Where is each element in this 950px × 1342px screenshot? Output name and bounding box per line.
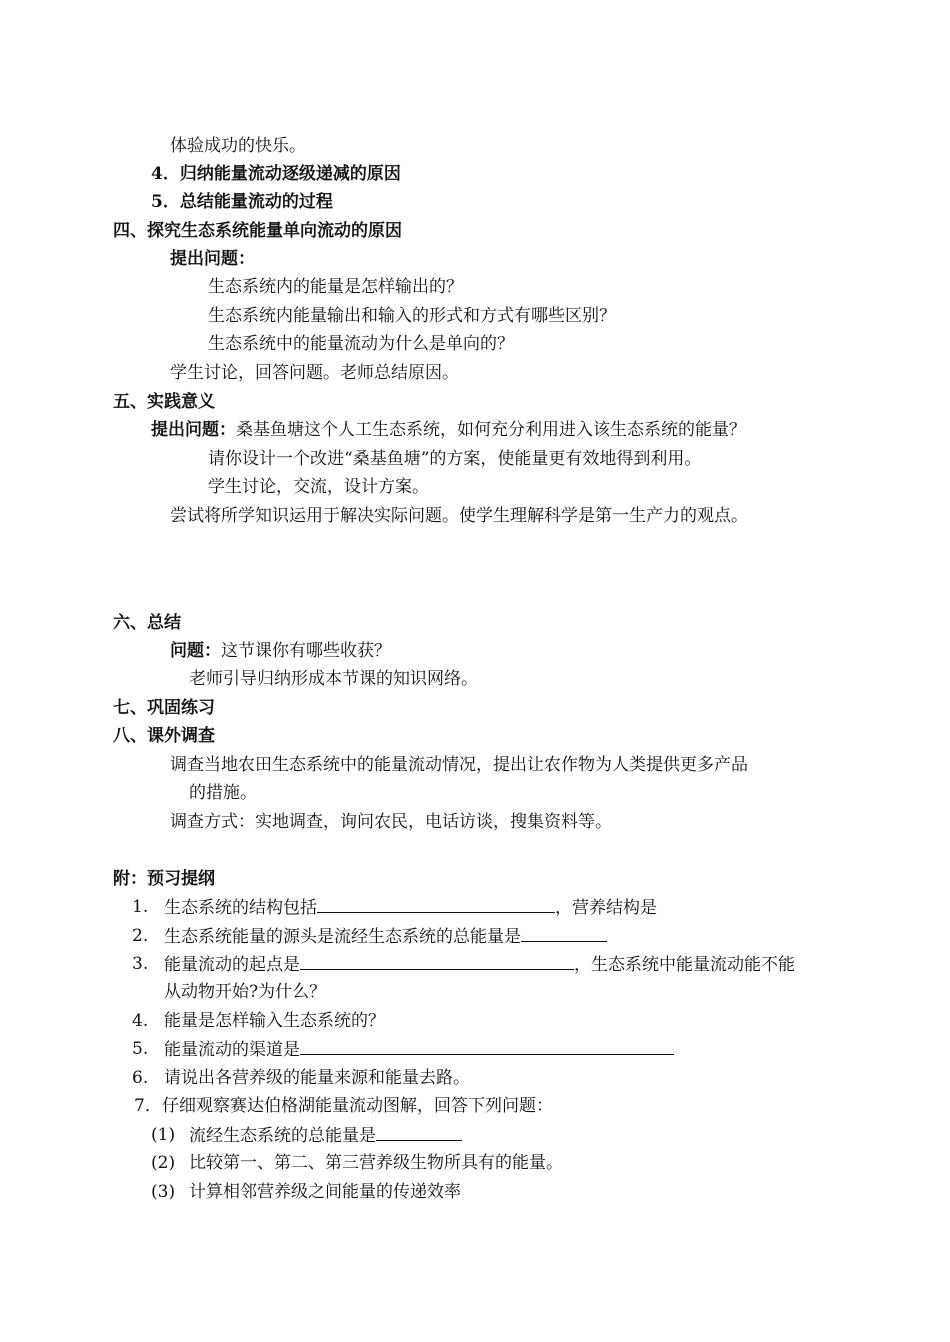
- sub-item: 比较第一、第二、第三营养级生物所具有的能量。: [189, 1153, 563, 1173]
- sub-item-number: (1): [151, 1125, 176, 1145]
- list-item: 5．总结能量流动的过程: [151, 192, 333, 212]
- outline-item-continued: 从动物开始?为什么？: [164, 982, 327, 1002]
- section-heading: 八、课外调查: [113, 726, 215, 746]
- outline-item-number: 2.: [132, 926, 149, 946]
- question-label: 提出问题：: [151, 420, 236, 440]
- list-item: 4．归纳能量流动逐级递减的原因: [151, 164, 401, 184]
- body-text: 调查方式：实地调查，询问农民，电话访谈，搜集资料等。: [170, 812, 612, 832]
- body-text: 学生讨论，回答问题。老师总结原因。: [170, 363, 459, 383]
- body-text: 体验成功的快乐。: [170, 136, 306, 156]
- question-label: 提出问题：: [170, 249, 255, 269]
- question-text: 这节课你有哪些收获？: [221, 641, 391, 661]
- outline-item-number: 4.: [132, 1011, 149, 1031]
- outline-item-number: 6.: [132, 1068, 149, 1088]
- outline-item-number: 3.: [132, 954, 149, 974]
- question-line: [170, 639, 391, 663]
- outline-item: 仔细观察赛达伯格湖能量流动图解，回答下列问题：: [162, 1096, 553, 1116]
- answer-blank: [317, 895, 555, 913]
- body-text: 尝试将所学知识运用于解决实际问题。使学生理解科学是第一生产力的观点。: [170, 506, 748, 526]
- outline-item: 能量流动的渠道是: [164, 1037, 674, 1062]
- body-text: 的措施。: [189, 783, 257, 803]
- answer-blank: [376, 1123, 462, 1141]
- outline-item: 能量流动的起点是 ，生态系统中能量流动能不能: [164, 952, 795, 977]
- question-text: 生态系统内能量输出和输入的形式和方式有哪些区别？: [208, 306, 616, 326]
- outline-item: 请说出各营养级的能量来源和能量去路。: [164, 1068, 470, 1088]
- question-label: 问题：: [170, 641, 221, 661]
- outline-item: 生态系统能量的源头是流经生态系统的总能量是: [164, 924, 607, 949]
- outline-item-number: 7．: [134, 1096, 162, 1116]
- section-heading: 七、巩固练习: [113, 698, 215, 718]
- section-heading: 六、总结: [113, 613, 181, 633]
- outline-item: 能量是怎样输入生态系统的？: [164, 1011, 385, 1031]
- appendix-heading: 附：预习提纲: [113, 869, 215, 889]
- answer-blank: [521, 924, 607, 942]
- answer-blank: [300, 1037, 674, 1055]
- answer-blank: [300, 952, 574, 970]
- body-text: 老师引导归纳形成本节课的知识网络。: [189, 669, 478, 689]
- sub-item: 流经生态系统的总能量是: [189, 1123, 462, 1148]
- question-text: 生态系统内的能量是怎样输出的？: [208, 277, 463, 297]
- outline-item: 生态系统的结构包括 ，营养结构是: [164, 895, 657, 920]
- body-text: 学生讨论，交流，设计方案。: [208, 477, 429, 497]
- section-heading: 四、探究生态系统能量单向流动的原因: [113, 221, 402, 241]
- question-line: [151, 418, 746, 442]
- question-text: 生态系统中的能量流动为什么是单向的？: [208, 334, 514, 354]
- outline-item-number: 5.: [132, 1039, 149, 1059]
- sub-item: 计算相邻营养级之间能量的传递效率: [189, 1182, 461, 1202]
- section-heading: 五、实践意义: [113, 392, 215, 412]
- question-text: 桑基鱼塘这个人工生态系统，如何充分利用进入该生态系统的能量？: [236, 420, 746, 440]
- body-text: 调查当地农田生态系统中的能量流动情况，提出让农作物为人类提供更多产品: [170, 755, 748, 775]
- sub-item-number: (2): [151, 1153, 176, 1173]
- sub-item-number: (3): [151, 1182, 176, 1202]
- outline-item-number: 1.: [132, 897, 149, 917]
- body-text: 请你设计一个改进“桑基鱼塘”的方案，使能量更有效地得到利用。: [208, 449, 702, 469]
